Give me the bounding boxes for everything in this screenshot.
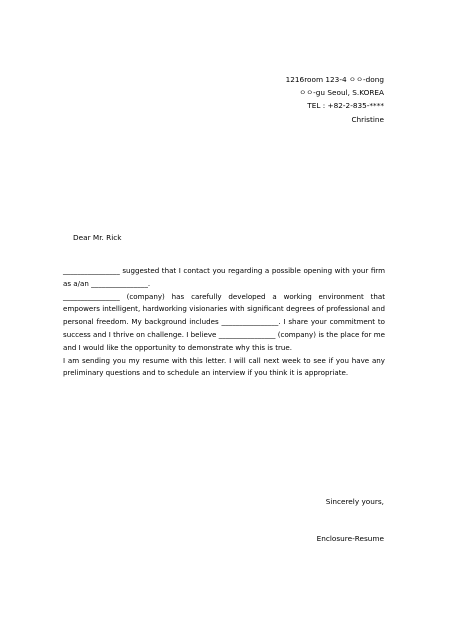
body-paragraph-2: ________________ (company) has carefully developed a working environment that empowers intelligent, hardworking visionaries with significant degrees of professional and personal freedom. My background includes ________________. I share your commitment to success and I thrive on challenge. I believe ________________ (company) is the place for me and I would like the opportunity to demonstrate why this is true. <box>63 291 385 352</box>
letter-body <box>63 265 385 380</box>
sender-name: Christine <box>351 114 384 124</box>
body-paragraph-3: I am sending you my resume with this letter. I will call next week to see if you have any preliminary questions and to schedule an interview if you think it is appropriate. <box>63 355 385 378</box>
body-paragraph-1: ________________ suggested that I contact you regarding a possible opening with your firm as a/an ________________. <box>63 266 385 288</box>
phone-number: TEL : +82-2-835-**** <box>307 101 384 111</box>
address-line-1: 1216room 123-4 ㅇㅇ-dong <box>285 75 384 84</box>
enclosure-note: Enclosure-Resume <box>316 534 384 543</box>
salutation: Dear Mr. Rick <box>73 233 122 242</box>
address-line-2: ㅇㅇ-gu Seoul, S.KOREA <box>299 88 384 98</box>
closing: Sincerely yours, <box>325 497 384 506</box>
sender-address-block <box>286 73 384 126</box>
